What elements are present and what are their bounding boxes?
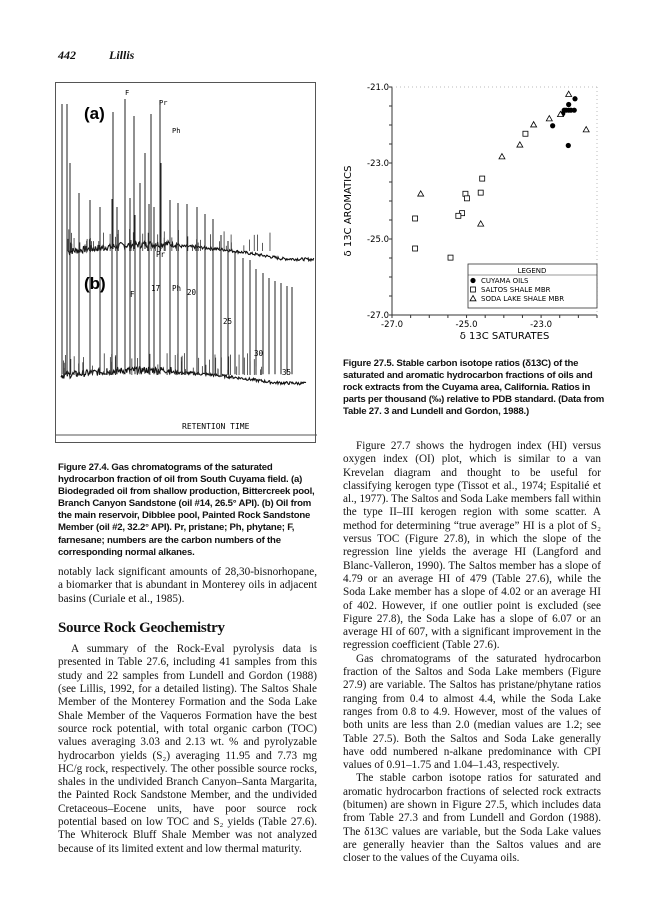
data-point-open-square	[464, 196, 469, 201]
peak-label-b: 35	[282, 368, 292, 377]
panel-b-label: (b)	[84, 274, 106, 293]
data-point-filled-circle	[566, 143, 571, 148]
y-tick-label: -23.0	[367, 159, 389, 169]
data-point-open-triangle	[478, 221, 484, 226]
figure-27-4-chromatograms	[55, 82, 316, 443]
data-point-open-triangle	[566, 91, 572, 96]
data-point-open-triangle	[517, 142, 523, 147]
x-tick-label: -27.0	[381, 320, 403, 330]
data-point-open-triangle	[546, 116, 552, 121]
data-point-open-square	[413, 216, 418, 221]
figure-27-4-caption: Figure 27.4. Gas chromatograms of the saturated hydrocarbon fraction of oil from South Cuyama field. (a) Biodegraded oil from shallow production, Bittercreek pool, Branch Canyon Sandstone (oil #14, 26.5° API). (b) Oil from the main reservoir, Dibblee pool, Painted Rock Sandstone Member (oil #2, 32.2° API). Pr, pristane; Ph, phytane; F, farnesane; numbers are the carbon numbers of the corresponding normal alkanes.	[58, 462, 315, 558]
peak-label-a: Ph	[172, 127, 181, 135]
data-point-open-triangle	[418, 191, 424, 196]
right-column	[343, 440, 601, 866]
peak-label-b: Ph	[172, 284, 182, 293]
y-tick-label: -21.0	[367, 83, 389, 93]
paragraph: The stable carbon isotope ratios for saturated and aromatic hydrocarbon fractions of selected rock extracts (bitumen) are shown in Figure 27.5, which includes data from Table 27.3 and from Lundell and Gordon (1988). The δ13C values are variable, but the Soda Lake values are generally heavier than the Saltos values and are closer to the values of the Cuyama oils.	[343, 772, 601, 865]
x-tick-label: -25.0	[455, 320, 478, 330]
legend-title: LEGEND	[517, 267, 547, 275]
section-heading: Source Rock Geochemistry	[58, 619, 225, 636]
paragraph: Gas chromatograms of the saturated hydrocarbon fraction of the Saltos and Soda Lake members (Figure 27.9) are variable. The Saltos has pristane/phytane ratios ranging from 0.4 to almost 4.4, while the Soda Lake ranges from 0.8 to 4.9. However, most of the values of both units are less than 2.0 (median values are 1.2; see Table 27.5). Both the Saltos and Soda Lake generally have odd numbered n-alkane predominance with CPI values of 0.91–1.75 and 1.04–1.43, respectively.	[343, 652, 601, 772]
data-point-filled-circle	[563, 108, 568, 113]
y-axis-label: δ 13C AROMATICS	[343, 165, 354, 257]
data-point-filled-circle	[572, 96, 577, 101]
peak-label-b: F	[130, 290, 135, 299]
data-point-open-square	[480, 176, 485, 181]
data-point-open-square	[478, 190, 483, 195]
paragraph: Figure 27.7 shows the hydrogen index (HI) versus oxygen index (OI) plot, which is similar to a van Krevelan diagram and thought to be useful for classifying kerogen type (Tissot et al., 1974; Espitalié et al., 1977). The Saltos and Soda Lake members fall within the type II–III kerogen region with some scatter. A method for determining “true average” HI is a plot of S₂ versus TOC (Figure 27.8), in which the slope of the regression line yields the average HI (Langford and Blanc-Valleron, 1990). The Saltos member has a slope of 4.79 or an average HI of 479 (Table 27.6), while the Soda Lake member has a slope of 4.02 or an average HI of 402. However, if one outlier point is excluded (see Figure 27.8), the Soda Lake has a slope of 6.07 or an average HI of 607, with a significant improvement in the regression coefficient (Table 27.6).	[343, 440, 601, 652]
data-point-open-square	[413, 246, 418, 251]
x-tick-label: -23.0	[530, 320, 553, 330]
data-point-open-triangle	[531, 122, 537, 127]
data-point-open-triangle	[583, 127, 589, 132]
page-number: 442	[58, 48, 76, 62]
figure-27-5-scatter-plot	[340, 60, 610, 340]
legend-entry: SALTOS SHALE MBR	[481, 286, 551, 294]
running-author: Lillis	[109, 48, 135, 62]
figure-27-5-caption: Figure 27.5. Stable carbon isotope ratios (δ13C) of the saturated and aromatic hydrocarbon fractions of oils and rock extracts from the Cuyama area, California. Ratios in parts per thousand (‰) relative to PDB standard. (Data from Table 27. 3 and Lundell and Gordon, 1988.)	[343, 358, 605, 418]
trace-a-baseline	[68, 241, 314, 261]
peak-label-b: 30	[254, 349, 264, 358]
legend-entry: SODA LAKE SHALE MBR	[481, 295, 565, 303]
panel-a-label: (a)	[84, 104, 105, 123]
peak-label-a: F	[125, 89, 130, 97]
data-point-filled-circle	[550, 123, 555, 128]
data-point-open-triangle	[499, 154, 505, 159]
legend-entry: CUYAMA OILS	[481, 277, 529, 285]
data-point-filled-circle	[568, 108, 573, 113]
paragraph: notably lack significant amounts of 28,30-bisnorhopane, a biomarker that is abundant in Monterey oils in adjacent basins (Curiale et al., 1985).	[58, 566, 317, 605]
data-point-open-square	[448, 255, 453, 260]
x-axis-label: δ 13C SATURATES	[459, 331, 550, 340]
retention-time-label: RETENTION TIME	[182, 422, 250, 431]
legend-marker	[471, 287, 476, 292]
y-tick-label: -27.0	[367, 311, 389, 321]
peak-label-b: 20	[187, 288, 197, 297]
paragraph: A summary of the Rock-Eval pyrolysis data is presented in Table 27.6, including 41 samples from this study and 22 samples from Lundell and Gordon (1988) (see Lillis, 1992, for a detailed listing). The Saltos Shale Member of the Monterey Formation and the Soda Lake Shale Member of the Vaqueros Formation have the best source rock potential, with total organic carbon (TOC) values averaging 3.03 and 2.13 wt. % and pyrolyzable hydrocarbon yields (S₂) averaging 11.95 and 7.73 mg HC/g rock, respectively. The other possible source rocks, shales in the undivided Branch Canyon–Santa Margarita, the Painted Rock Sandstone Member, and the undivided Cretaceous–Eocene units, have poor source rock potential based on low TOC and S₂ yields (Table 27.6). The Whiterock Bluff Shale Member was not analyzed because of its limited extent and low thermal maturity.	[58, 643, 317, 855]
peak-label-b: 17	[151, 284, 161, 293]
data-point-open-square	[523, 131, 528, 136]
legend-marker	[470, 278, 475, 283]
running-header	[58, 48, 134, 63]
left-column	[58, 566, 317, 856]
chromatogram-svg	[56, 83, 317, 444]
data-point-filled-circle	[566, 102, 571, 107]
peak-label-b: Pr	[156, 250, 166, 259]
data-point-open-square	[456, 213, 461, 218]
peak-label-b: 25	[223, 317, 233, 326]
peak-label-a: Pr	[159, 99, 168, 107]
y-tick-label: -25.0	[367, 235, 389, 245]
